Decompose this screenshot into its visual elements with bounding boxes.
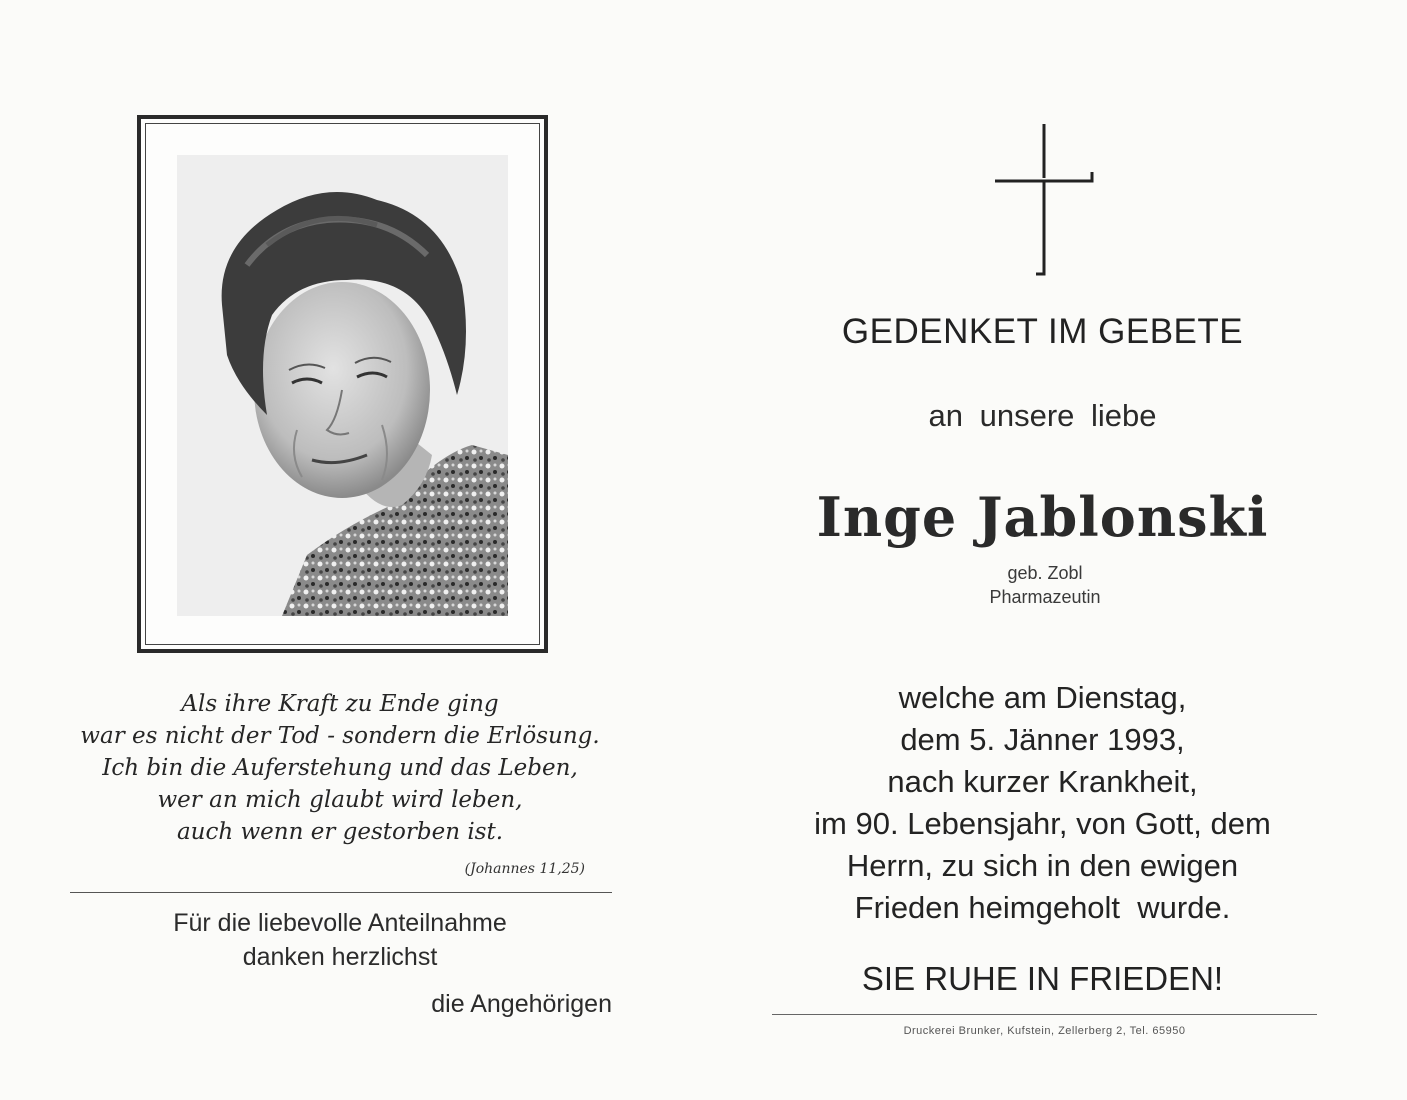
notice-line: welche am Dienstag,: [898, 680, 1187, 715]
quote-line: war es nicht der Tod - sondern die Erlösung.: [80, 723, 600, 749]
relatives-signature: die Angehörigen: [431, 990, 612, 1018]
deceased-name: Inge Jablonski: [816, 485, 1269, 549]
thanks-line: Für die liebevolle Anteilnahme: [173, 909, 507, 937]
intro-text: an unsere liebe: [928, 398, 1157, 433]
closing-phrase: SIE RUHE IN FRIEDEN!: [861, 960, 1224, 997]
cross-icon: [993, 122, 1095, 278]
quote-line: Ich bin die Auferstehung und das Leben,: [102, 755, 578, 781]
bible-quote: [70, 688, 610, 848]
notice-line: nach kurzer Krankheit,: [887, 764, 1198, 799]
notice-line: im 90. Lebensjahr, von Gott, dem: [814, 806, 1271, 841]
portrait-illustration: [177, 155, 508, 616]
quote-line: Als ihre Kraft zu Ende ging: [181, 691, 499, 717]
portrait-frame: [137, 115, 548, 653]
maiden-name: geb. Zobl: [1007, 563, 1083, 583]
profession: Pharmazeutin: [989, 587, 1101, 607]
notice-line: dem 5. Jänner 1993,: [900, 722, 1185, 757]
printer-credit: Druckerei Brunker, Kufstein, Zellerberg 2, Tel. 65950: [903, 1025, 1186, 1037]
quote-reference: (Johannes 11,25): [464, 861, 585, 877]
thanks-text: [70, 906, 610, 974]
portrait-photo: [177, 155, 508, 616]
right-divider: [772, 1014, 1317, 1015]
memorial-heading: GEDENKET IM GEBETE: [841, 312, 1244, 351]
left-divider: [70, 892, 612, 893]
notice-line: Herrn, zu sich in den ewigen: [846, 848, 1239, 883]
quote-line: auch wenn er gestorben ist.: [176, 819, 504, 845]
quote-line: wer an mich glaubt wird leben,: [157, 787, 523, 813]
thanks-line: danken herzlichst: [242, 943, 438, 971]
notice-line: Frieden heimgeholt wurde.: [854, 890, 1231, 925]
death-notice-text: [765, 677, 1320, 929]
